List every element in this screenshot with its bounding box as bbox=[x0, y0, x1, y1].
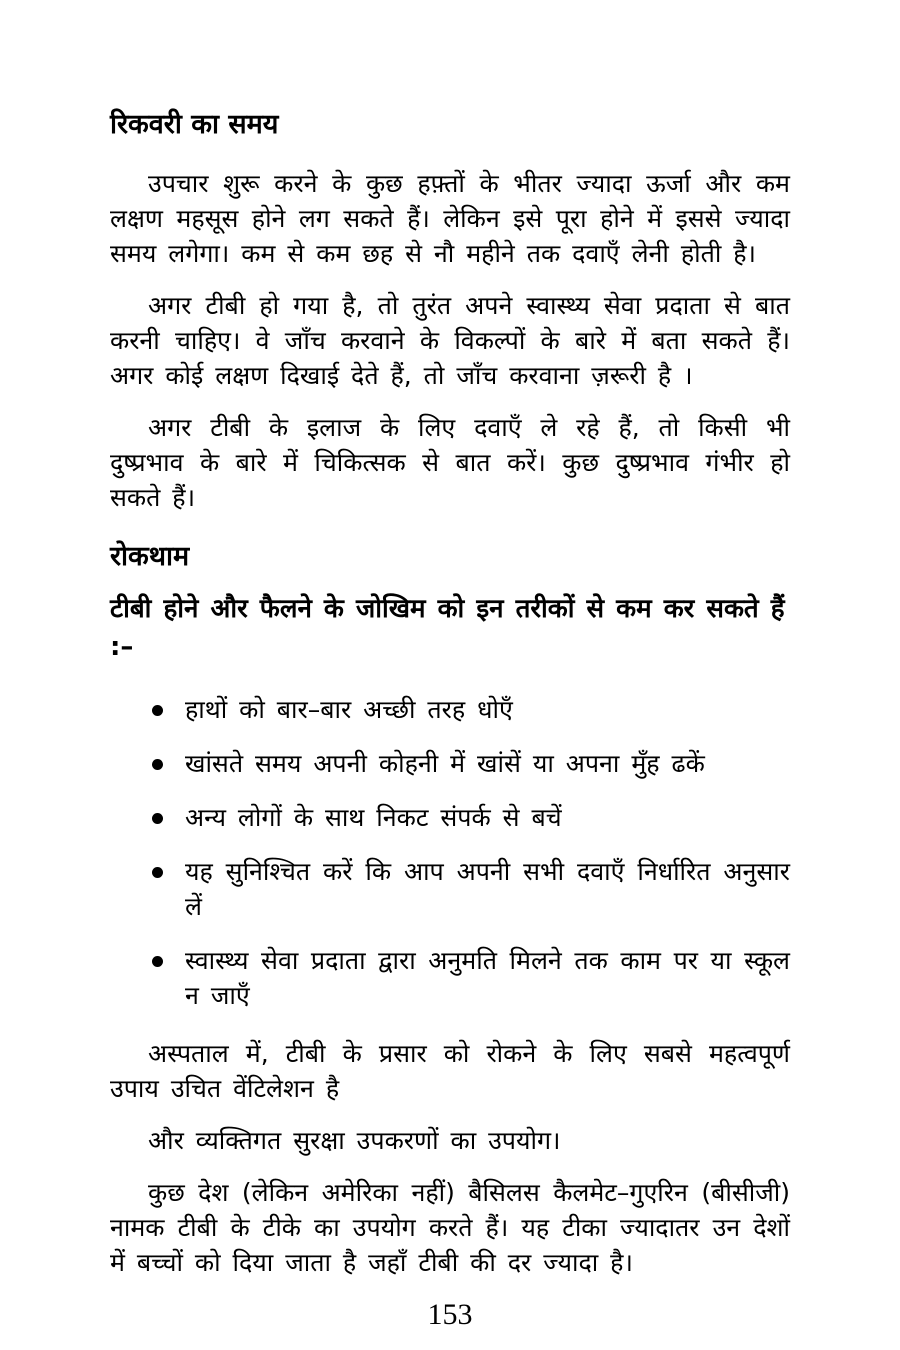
list-item bbox=[110, 692, 790, 727]
prevention-lead-line: टीबी होने और फैलने के जोखिम को इन तरीकों से कम कर सकते हैं :– bbox=[110, 594, 785, 662]
paragraph-recovery-1: उपचार शुरू करने के कुछ हफ़्तों के भीतर ज्यादा ऊर्जा और कम लक्षण महसूस होने लग सकते हैं। लेकिन इसे पूरा होने में इससे ज्यादा समय लगेगा। कम से कम छह से नौ महीने तक दवाएँ लेनी होती है। bbox=[110, 169, 790, 268]
paragraph-bcg-vaccine: कुछ देश (लेकिन अमेरिका नहीं) बैसिलस कैलमेट–गुएरिन (बीसीजी) नामक टीबी के टीके का उपयोग करते हैं। यह टीका ज्यादातर उन देशों में बच्चों को दिया जाता है जहाँ टीबी की दर ज्यादा है। bbox=[110, 1178, 790, 1277]
section-heading-prevention: रोकथाम bbox=[110, 541, 190, 572]
bullet-icon bbox=[152, 759, 163, 770]
bullet-icon bbox=[152, 867, 163, 878]
page-number: 153 bbox=[427, 1298, 473, 1331]
bullet-icon bbox=[152, 956, 163, 967]
bullet-icon bbox=[152, 705, 163, 716]
paragraph-recovery-3: अगर टीबी के इलाज के लिए दवाएँ ले रहे हैं, तो किसी भी दुष्प्रभाव के बारे में चिकित्सक से बात करें। कुछ दुष्प्रभाव गंभीर हो सकते हैं। bbox=[110, 413, 790, 512]
section-heading-recovery-time: रिकवरी का समय bbox=[110, 109, 279, 140]
prevention-bullet-list bbox=[110, 692, 790, 1032]
paragraph-recovery-2: अगर टीबी हो गया है, तो तुरंत अपने स्वास्थ्य सेवा प्रदाता से बात करनी चाहिए। वे जाँच करवाने के विकल्पों के बारे में बता सकते हैं। अगर कोई लक्षण दिखाई देते हैं, तो जाँच करवाना ज़रूरी है । bbox=[110, 291, 790, 390]
paragraph-hospital-ventilation: अस्पताल में, टीबी के प्रसार को रोकने के लिए सबसे महत्वपूर्ण उपाय उचित वेंटिलेशन है bbox=[110, 1039, 790, 1103]
list-item-text: अन्य लोगों के साथ निकट संपर्क से बचें bbox=[185, 803, 562, 832]
list-item-text: स्वास्थ्य सेवा प्रदाता द्वारा अनुमति मिलने तक काम पर या स्कूल न जाएँ bbox=[185, 946, 790, 1010]
list-item bbox=[110, 746, 790, 781]
list-item-text: यह सुनिश्चित करें कि आप अपनी सभी दवाएँ निर्धारित अनुसार लें bbox=[185, 857, 790, 921]
bullet-icon bbox=[152, 813, 163, 824]
list-item-text: खांसते समय अपनी कोहनी में खांसें या अपना मुँह ढकें bbox=[185, 749, 705, 778]
list-item bbox=[110, 854, 790, 924]
list-item bbox=[110, 943, 790, 1013]
list-item-text: हाथों को बार–बार अच्छी तरह धोएँ bbox=[185, 695, 513, 724]
paragraph-ppe: और व्यक्तिगत सुरक्षा उपकरणों का उपयोग। bbox=[148, 1126, 561, 1155]
list-item bbox=[110, 800, 790, 835]
